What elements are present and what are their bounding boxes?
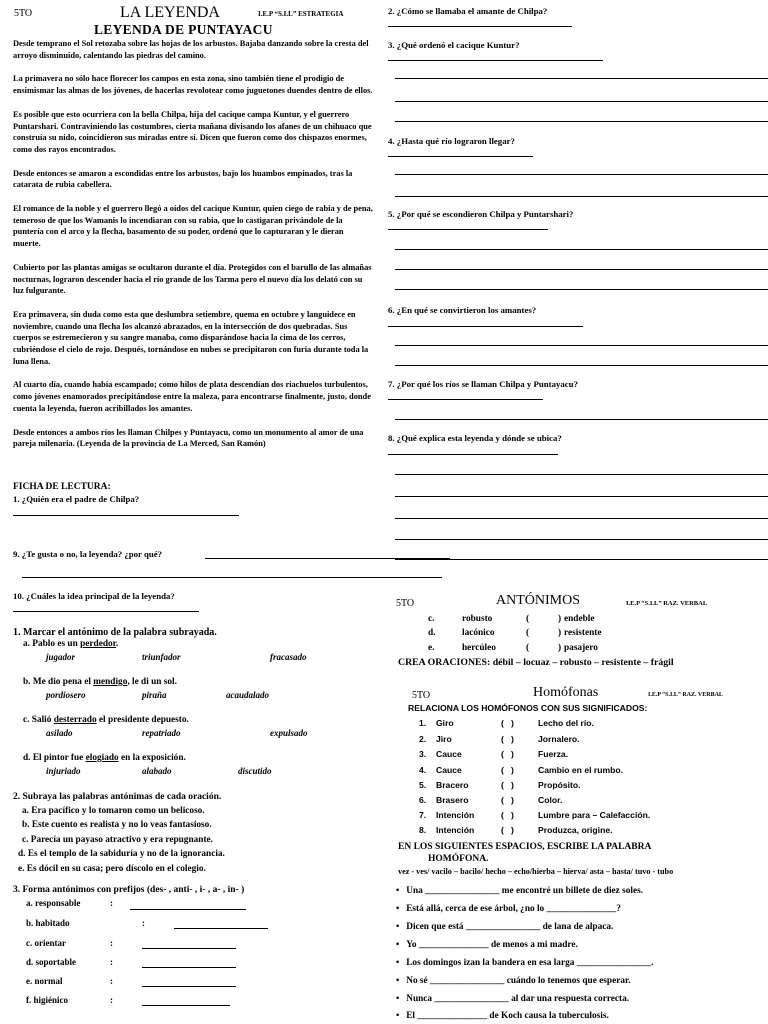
sentence-item[interactable]: • Dicen que está ________________ de lana de alpaca.: [396, 922, 614, 932]
story-paragraph: Cubierto por las plantas amigas se ocultaron durante el día. Protegidos con el barullo de las almañas nocturnas, lograron descender hacia el río grande de los Tarma pero el nuevo día los delató con su luz fulgurante.: [13, 262, 372, 296]
row-definition: Lecho del río.: [538, 718, 594, 728]
colon: :: [142, 918, 145, 928]
paren-blank[interactable]: ( ): [501, 825, 514, 835]
option[interactable]: jugador: [46, 652, 76, 662]
exercise-3-title: 3. Forma antónimos con prefijos (des- , anti- , i- , a- , in- ): [13, 885, 245, 895]
answer-line[interactable]: [395, 174, 768, 175]
answer-line[interactable]: [395, 101, 768, 102]
row-antonym: endeble: [564, 614, 595, 624]
item-text: .: [115, 639, 119, 649]
row-number: 3.: [419, 749, 427, 759]
story-paragraph: Era primavera, sin duda como esta que deslumbra setiembre, quema en octubre y languidece en noviembre, cuando una flecha los alcanzó abrazados, en la intersección de dos quebradas. Sus cuerpos se estremecieron y su sangre manaba, como disparándose hacia la cima de los cerros, cubriéndose el cielo de rojo. Después, tornándose en nubes se precipitaron con furia durante toda la luna llena.: [13, 309, 369, 366]
row-number: 5.: [419, 780, 427, 790]
row-definition: Fuerza.: [538, 749, 569, 759]
sentence-text: No sé ________________ cuándo lo tenemos que esperar.: [406, 976, 631, 986]
school-label: I.E.P “S.I.L” RAZ. VERBAL: [626, 600, 708, 607]
item-text: en la exposición.: [118, 753, 186, 763]
paren-open[interactable]: (: [526, 643, 530, 653]
row-word: Cauce: [436, 749, 462, 759]
section-title-antonyms: ANTÓNIMOS: [496, 593, 580, 608]
row-number: 4.: [419, 765, 427, 775]
option[interactable]: piraña: [142, 690, 167, 700]
answer-line[interactable]: [13, 515, 239, 516]
create-sentences-instruction: CREA ORACIONES: débil – locuaz – robusto – resistente – frágil: [398, 657, 674, 668]
answer-line[interactable]: [142, 986, 236, 987]
row-word: Giro: [436, 718, 454, 728]
prefix-item: c. orientar: [26, 938, 66, 948]
underlined-word: elogiado: [85, 753, 119, 763]
item-text: b. Me dio pena el: [23, 677, 94, 687]
row-letter: c.: [428, 614, 435, 624]
paren-blank[interactable]: ( ): [501, 718, 514, 728]
option[interactable]: injuriado: [46, 766, 81, 776]
answer-line[interactable]: [388, 60, 603, 61]
grade-label: 5TO: [396, 598, 415, 609]
paren-close[interactable]: ): [558, 643, 562, 653]
colon: :: [110, 938, 113, 948]
grade-label: 5TO: [14, 8, 33, 19]
sentence-item[interactable]: • No sé ________________ cuándo lo tenemos que esperar.: [396, 976, 631, 986]
option[interactable]: discutido: [238, 766, 272, 776]
paren-open[interactable]: (: [526, 614, 530, 624]
exercise-2-title: 2. Subraya las palabras antónimas de cada oración.: [13, 792, 222, 802]
paren-blank[interactable]: ( ): [501, 795, 514, 805]
story-paragraph: Al cuarto día, cuando había escampado; como hilos de plata descendían dos riachuelos turbulentos, como jóvenes enamorados precipitándose entre la maleza, para encontrarse finalmente, justo, donde cuenta la leyenda, fueron acribillados los amantes.: [13, 380, 371, 413]
question-1: 1. ¿Quién era el padre de Chilpa?: [13, 494, 140, 504]
item-text: el presidente depuesto.: [96, 715, 189, 725]
answer-line[interactable]: [22, 577, 442, 578]
underlined-word: desterrado: [53, 715, 97, 725]
spaces-instruction: HOMÓFONA.: [428, 854, 489, 864]
row-word: Bracero: [436, 780, 469, 790]
exercise-2-item[interactable]: a. Era pacífico y lo tomaron como un belicoso.: [22, 806, 205, 816]
question-6: 6. ¿En qué se convirtieron los amantes?: [388, 305, 537, 315]
question-7: 7. ¿Por qué los ríos se llaman Chilpa y Puntayacu?: [388, 379, 578, 389]
question-9: 9. ¿Te gusta o no, la leyenda? ¿por qué?: [13, 549, 163, 559]
option[interactable]: repatriado: [142, 728, 181, 738]
answer-line[interactable]: [13, 611, 199, 612]
sentence-text: Los domingos izan la bandera en esa larga ________________.: [406, 958, 654, 968]
exercise-1-item: [23, 715, 189, 725]
item-text: , le di un sol.: [127, 677, 177, 687]
item-text: a. Pablo es un: [23, 639, 81, 649]
answer-line[interactable]: [395, 269, 768, 270]
answer-line[interactable]: [395, 78, 768, 79]
exercise-1-item: [23, 753, 186, 763]
sentence-item[interactable]: • El _______________ de Koch causa la tuberculosis.: [396, 1011, 609, 1021]
paren-blank[interactable]: ( ): [501, 765, 514, 775]
row-number: 8.: [419, 825, 427, 835]
answer-line[interactable]: [395, 474, 768, 475]
row-word: robusto: [462, 614, 493, 624]
row-antonym: resistente: [564, 628, 602, 638]
option[interactable]: triunfador: [142, 652, 181, 662]
row-letter: d.: [428, 628, 436, 638]
paren-close[interactable]: ): [558, 628, 562, 638]
exercise-1-title: 1. Marcar el antónimo de la palabra subrayada.: [13, 627, 217, 638]
row-word: Jiro: [436, 734, 452, 744]
row-word: Intención: [436, 810, 475, 820]
paren-open[interactable]: (: [526, 628, 530, 638]
school-label: I.E.P “S.I.L” ESTRATEGIA: [258, 10, 344, 18]
story-paragraph: El romance de la noble y el guerrero llegó a oídos del cacique Kuntur, quien ciego de rabia y de pena, temeroso de que los Wamanis lo incendiaran con su rabia, que lo castigaran privándole de la puntería con el arco y la flecha, basamento de su poder, ordenó que lo capturaran y le dieran muerte.: [13, 204, 373, 249]
row-word: Intención: [436, 825, 475, 835]
answer-line[interactable]: [395, 345, 768, 346]
exercise-2-item[interactable]: c. Parecía un payaso atractivo y era repugnante.: [22, 835, 213, 845]
row-antonym: pasajero: [564, 643, 598, 653]
page-title: LA LEYENDA: [120, 4, 220, 21]
paren-close[interactable]: ): [558, 614, 562, 624]
paren-blank[interactable]: ( ): [501, 734, 514, 744]
legend-text: [13, 38, 373, 462]
story-paragraph: La primavera no sólo hace florecer los campos en esta zona, sino también tiene el prodigio de ensimismar las almas de los jóvenes, de hacerlas revolotear como juguetones duendes dentro de ellos.: [13, 74, 373, 96]
paren-blank[interactable]: ( ): [501, 780, 514, 790]
sentence-item[interactable]: • Yo _______________ de menos a mi madre.: [396, 940, 578, 950]
homophones-instruction: RELACIONA LOS HOMÓFONOS CON SUS SIGNIFICADOS:: [408, 703, 648, 713]
question-3: 3. ¿Qué ordenó el cacique Kuntur?: [388, 40, 520, 50]
section-title-homophones: Homófonas: [533, 685, 599, 700]
sentence-text: Una ________________ me encontré un billete de diez soles.: [406, 886, 644, 896]
homophone-word-list: vez - ves/ vacilo – bacilo/ hecho – echo/hierba – hierva/ asta – hasta/ tuvo - tubo: [398, 867, 674, 876]
row-word: lacónico: [462, 628, 495, 638]
row-definition: Produzca, origine.: [538, 825, 613, 835]
answer-line[interactable]: [395, 539, 768, 540]
option[interactable]: acaudalado: [226, 690, 270, 700]
item-text: d. El pintor fue: [23, 753, 86, 763]
option[interactable]: alabado: [142, 766, 172, 776]
row-letter: e.: [428, 643, 435, 653]
sentence-text: Yo _______________ de menos a mi madre.: [406, 940, 578, 950]
question-10: 10. ¿Cuáles la idea principal de la leyenda?: [13, 591, 175, 601]
legend-title: LEYENDA DE PUNTAYACU: [94, 22, 273, 37]
answer-line[interactable]: [395, 559, 768, 560]
exercise-2-item[interactable]: e. Es dócil en su casa; pero díscolo en el colegio.: [18, 864, 206, 874]
question-2: 2. ¿Cómo se llamaba el amante de Chilpa?: [388, 6, 548, 16]
exercise-1-item: [23, 639, 118, 649]
answer-line[interactable]: [395, 496, 768, 497]
sentence-item[interactable]: • Una ________________ me encontré un billete de diez soles.: [396, 886, 644, 896]
row-word: Brasero: [436, 795, 469, 805]
row-definition: Cambio en el rumbo.: [538, 765, 623, 775]
story-paragraph: Desde entonces a ambos ríos les llaman Chilpes y Puntayacu, como un monumento al amor de una pareja milenaria. (Leyenda de la provincia de La Merced, San Ramón): [13, 427, 364, 449]
question-4: 4. ¿Hasta qué río lograron llegar?: [388, 136, 515, 146]
option[interactable]: expulsado: [270, 728, 308, 738]
exercise-1-item: [23, 677, 177, 687]
sentence-item[interactable]: • Está allá, cerca de ese árbol, ¿no lo _______________?: [396, 904, 621, 914]
colon: :: [110, 898, 113, 908]
colon: :: [110, 957, 113, 967]
prefix-item: e. normal: [26, 976, 63, 986]
answer-line[interactable]: [395, 289, 768, 290]
row-number: 6.: [419, 795, 427, 805]
question-8: 8. ¿Qué explica esta leyenda y dónde se ubica?: [388, 433, 562, 443]
paren-blank[interactable]: ( ): [501, 749, 514, 759]
reading-sheet-title: FICHA DE LECTURA:: [13, 482, 111, 492]
answer-line[interactable]: [388, 156, 533, 157]
row-definition: Propósito.: [538, 780, 581, 790]
colon: :: [110, 995, 113, 1005]
answer-line[interactable]: [395, 365, 768, 366]
row-word: Cauce: [436, 765, 462, 775]
answer-line[interactable]: [174, 928, 268, 929]
underlined-word: perdedor: [80, 639, 116, 649]
answer-line[interactable]: [395, 518, 768, 519]
school-label: I.E.P “S.I.L” RAZ. VERBAL: [648, 692, 723, 698]
story-paragraph: Es posible que esto ocurriera con la bella Chilpa, hija del cacique campa Kuntur, y el guerrero Puntarshari. Contraviniendo las costumbres, cierta mañana divisando los afanes de un chihuaco que construía su nido, coincidieron sus miradas entre sí. Dicen que fueron como dos chispazos enormes, como dos rayos encontrados.: [13, 109, 372, 154]
answer-line[interactable]: [388, 26, 572, 27]
sentence-item[interactable]: • Los domingos izan la bandera en esa larga ________________.: [396, 958, 654, 968]
exercise-2-item[interactable]: b. Este cuento es realista y no lo veas fantasioso.: [22, 820, 212, 830]
row-number: 1.: [419, 718, 427, 728]
answer-line[interactable]: [142, 967, 236, 968]
prefix-item: d. soportable: [26, 957, 77, 967]
sentence-item[interactable]: • Nunca ________________ al dar una respuesta correcta.: [396, 994, 630, 1004]
answer-line[interactable]: [142, 948, 236, 949]
answer-line[interactable]: [395, 196, 768, 197]
paren-blank[interactable]: ( ): [501, 810, 514, 820]
row-definition: Lumbre para – Calefacción.: [538, 810, 651, 820]
row-number: 7.: [419, 810, 427, 820]
story-paragraph: Desde temprano el Sol retozaba sobre las hojas de los arbustos. Bajaba danzando sobre la cresta del arroyo disminuido, calentando las piedras del camino.: [13, 39, 369, 60]
answer-line[interactable]: [388, 454, 558, 455]
answer-line[interactable]: [388, 399, 543, 400]
sentence-text: Nunca ________________ al dar una respuesta correcta.: [406, 994, 630, 1004]
answer-line[interactable]: [395, 121, 768, 122]
answer-line[interactable]: [388, 229, 548, 230]
answer-line[interactable]: [130, 909, 246, 910]
exercise-2-item[interactable]: d. Es el templo de la sabiduría y no de la ignorancia.: [18, 849, 225, 859]
answer-line[interactable]: [395, 249, 768, 250]
story-paragraph: Desde entonces se amaron a escondidas entre los arbustos, bajo los huambos empinados, tras la catarata de rubia cabellera.: [13, 168, 353, 190]
spaces-instruction: EN LOS SIGUIENTES ESPACIOS, ESCRIBE LA PALABRA: [398, 842, 652, 852]
option[interactable]: asilado: [46, 728, 73, 738]
item-text: c. Salió: [23, 715, 54, 725]
prefix-item: f. higiénico: [26, 995, 68, 1005]
row-number: 2.: [419, 734, 427, 744]
row-definition: Jornalero.: [538, 734, 580, 744]
prefix-item: b. habitado: [26, 918, 70, 928]
row-word: hercúleo: [462, 643, 496, 653]
grade-label: 5TO: [412, 690, 431, 701]
sentence-text: El _______________ de Koch causa la tuberculosis.: [406, 1011, 609, 1021]
answer-line[interactable]: [395, 419, 768, 420]
sentence-text: Dicen que está ________________ de lana de alpaca.: [406, 922, 614, 932]
prefix-item: a. responsable: [26, 898, 81, 908]
answer-line[interactable]: [388, 326, 583, 327]
answer-line[interactable]: [142, 1005, 230, 1006]
row-definition: Color.: [538, 795, 563, 805]
colon: :: [110, 976, 113, 986]
sentence-text: Está allá, cerca de ese árbol, ¿no lo _______________?: [406, 904, 621, 914]
question-5: 5. ¿Por qué se escondieron Chilpa y Puntarshari?: [388, 209, 574, 219]
underlined-word: mendigo: [93, 677, 128, 687]
option[interactable]: pordiosero: [46, 690, 86, 700]
option[interactable]: fracasado: [270, 652, 307, 662]
